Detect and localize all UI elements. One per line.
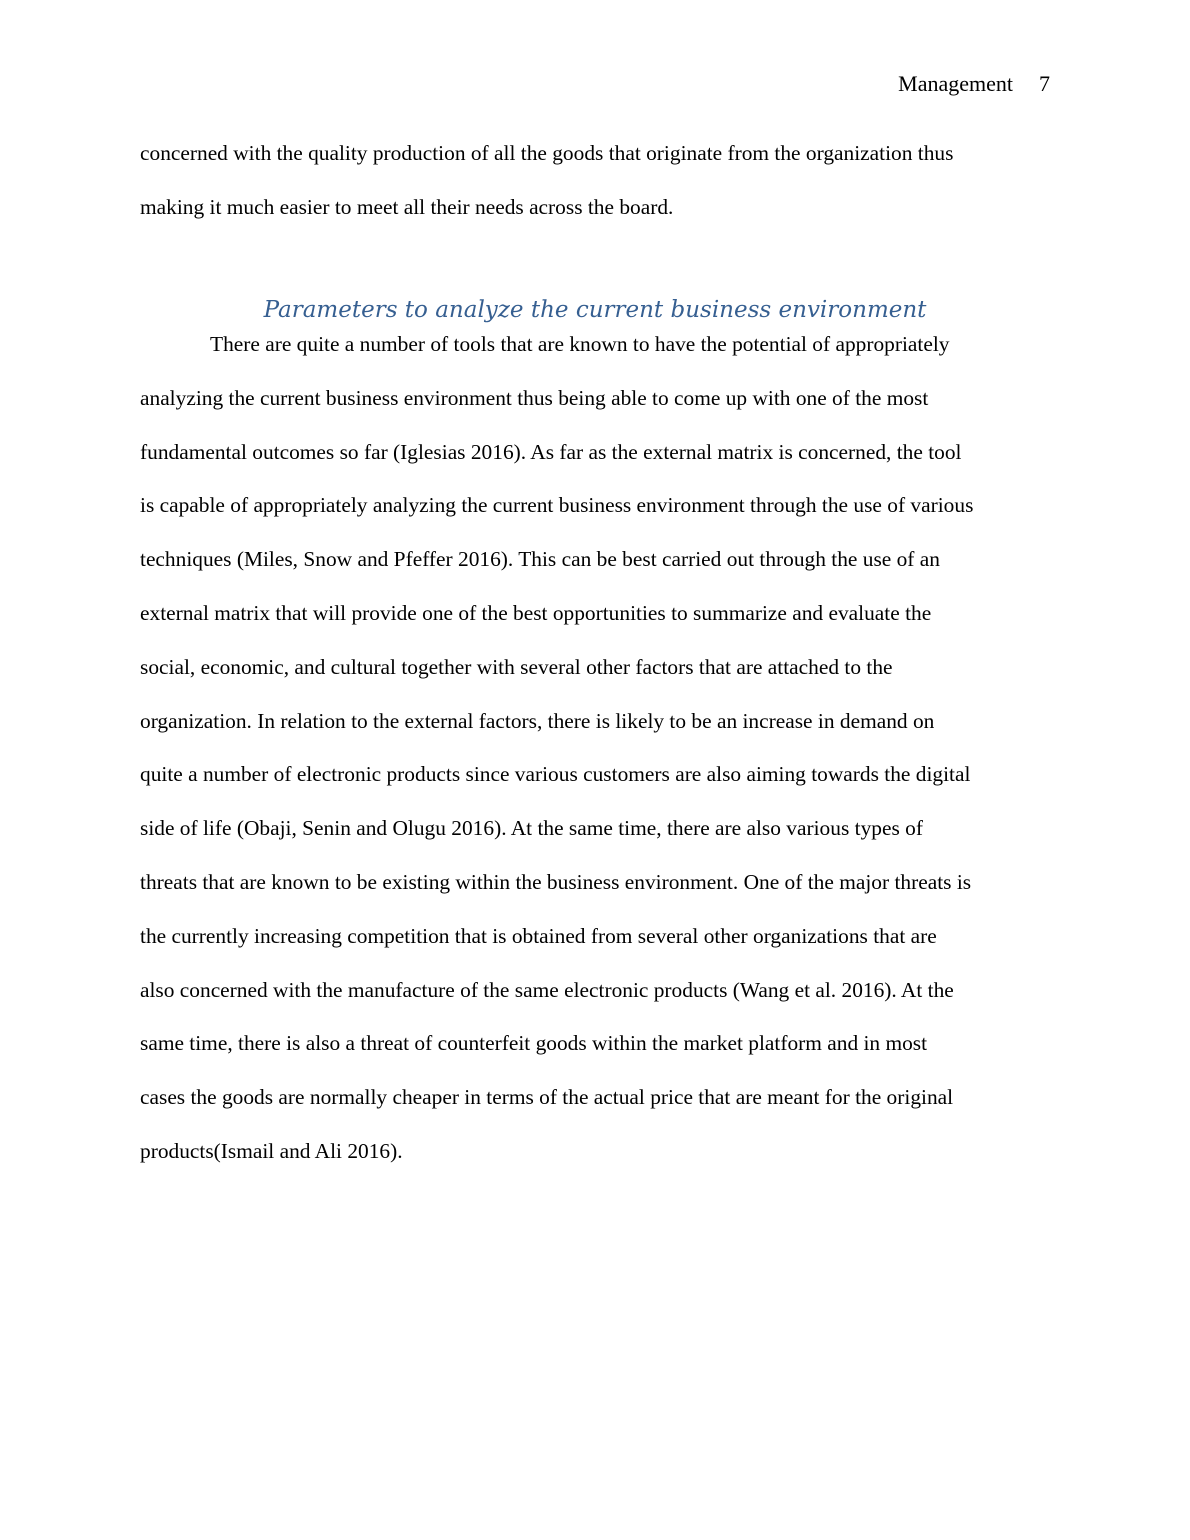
text-line: fundamental outcomes so far (Iglesias 2016). As far as the external matrix is concerned, the tool	[140, 439, 962, 464]
text-line: threats that are known to be existing within the business environment. One of the major threats is	[140, 869, 972, 894]
running-header	[898, 70, 1050, 98]
body-paragraph	[140, 318, 1052, 1179]
text-line: analyzing the current business environment thus being able to come up with one of the most	[140, 385, 929, 410]
text-line: concerned with the quality production of all the goods that originate from the organization thus	[140, 141, 954, 165]
text-line: is capable of appropriately analyzing the current business environment through the use of various	[140, 493, 974, 518]
text-line: products(Ismail and Ali 2016).	[140, 1138, 403, 1163]
text-line: quite a number of electronic products since various customers are also aiming towards the digital	[140, 762, 971, 787]
text-line: organization. In relation to the external factors, there is likely to be an increase in demand on	[140, 708, 935, 733]
text-line-first: There are quite a number of tools that are known to have the potential of appropriately	[210, 332, 950, 356]
text-line: making it much easier to meet all their needs across the board.	[140, 194, 674, 219]
text-line: also concerned with the manufacture of the same electronic products (Wang et al. 2016). At the	[140, 977, 954, 1002]
text-line: social, economic, and cultural together with several other factors that are attached to the	[140, 654, 893, 679]
text-line: cases the goods are normally cheaper in terms of the actual price that are meant for the original	[140, 1085, 954, 1110]
text-line: same time, there is also a threat of counterfeit goods within the market platform and in most	[140, 1031, 928, 1056]
running-title: Management	[898, 71, 1013, 96]
text-line: side of life (Obaji, Senin and Olugu 2016). At the same time, there are also various types of	[140, 816, 923, 841]
text-line: external matrix that will provide one of the best opportunities to summarize and evaluate the	[140, 600, 932, 625]
page-number: 7	[1039, 71, 1050, 96]
text-line: techniques (Miles, Snow and Pfeffer 2016). This can be best carried out through the use of an	[140, 547, 940, 572]
text-line: the currently increasing competition that is obtained from several other organizations that are	[140, 923, 937, 948]
paragraph-continued	[140, 127, 1052, 235]
section-heading: Parameters to analyze the current business environment	[263, 297, 927, 323]
